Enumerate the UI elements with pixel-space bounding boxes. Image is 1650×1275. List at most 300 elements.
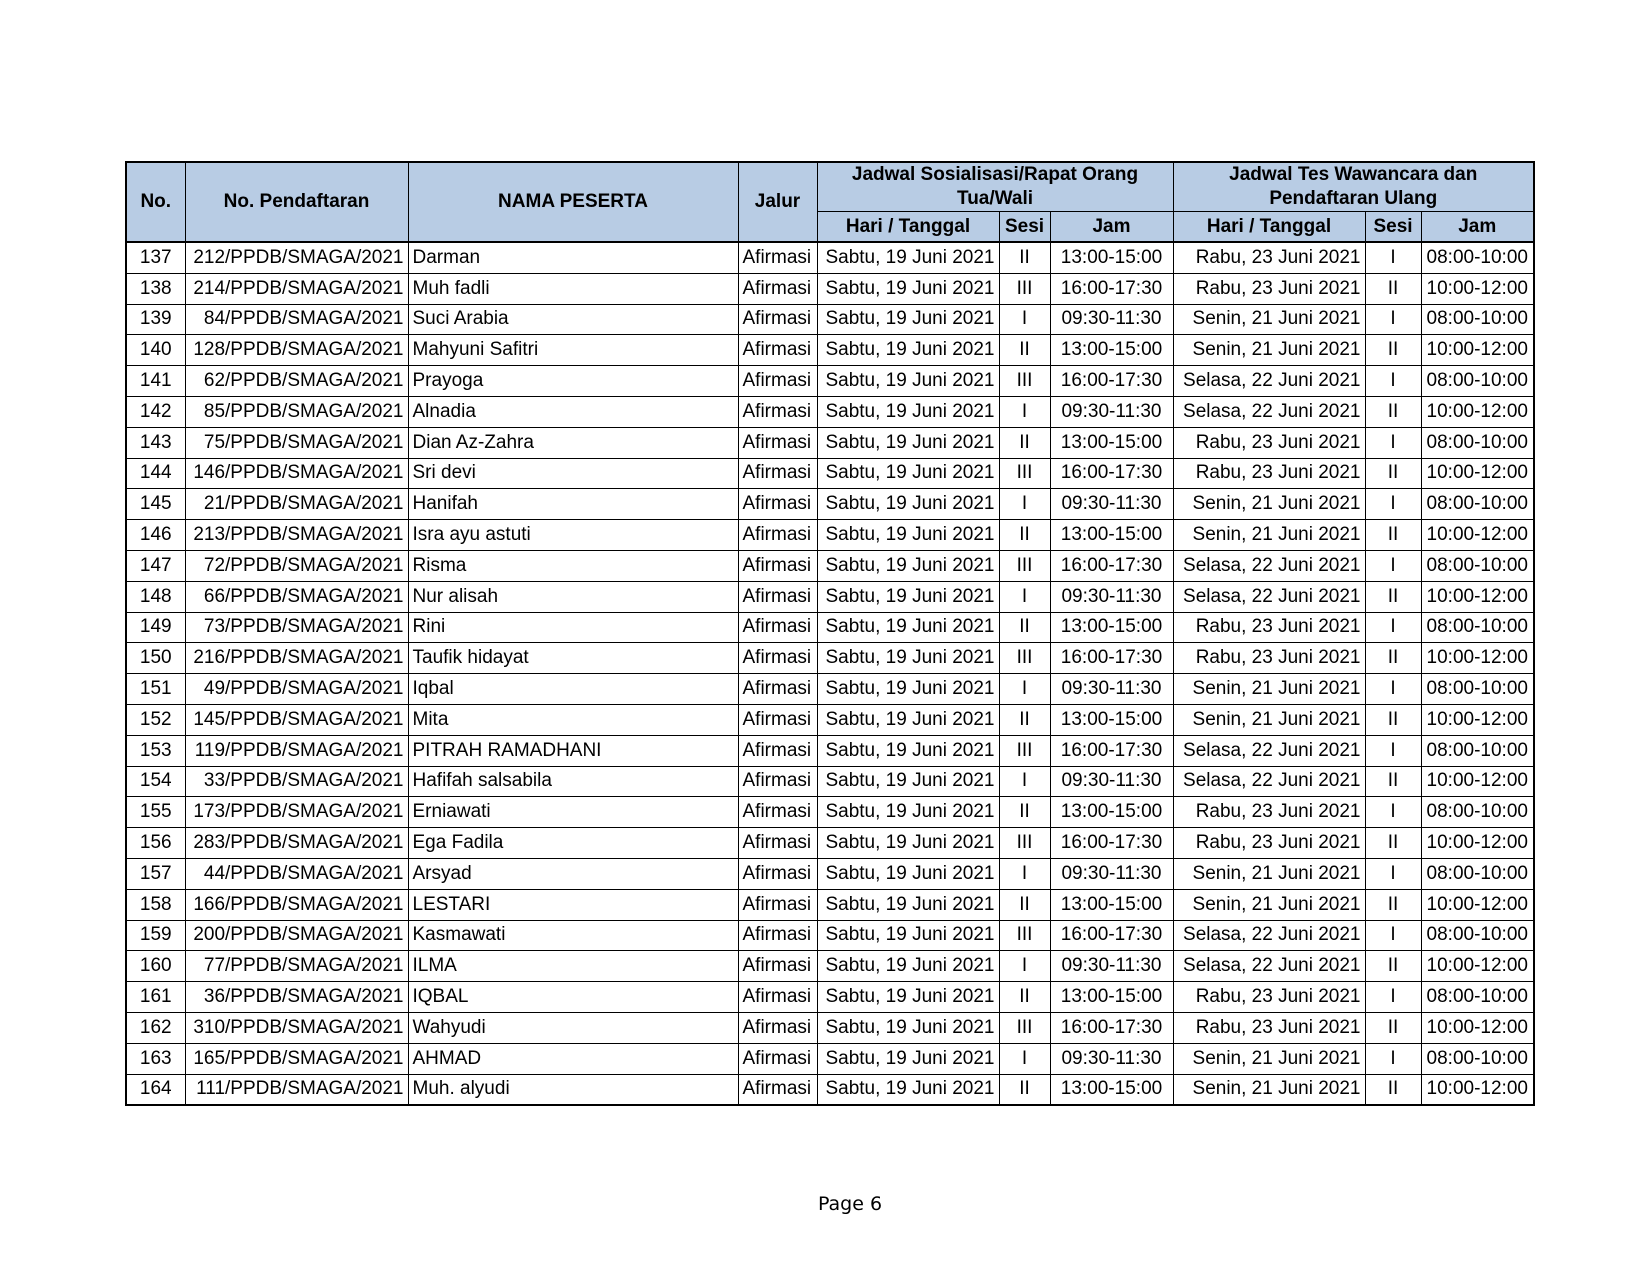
sosialisasi-time-cell: 16:00-17:30 bbox=[1050, 550, 1173, 581]
sosialisasi-date-cell: Sabtu, 19 Juni 2021 bbox=[817, 889, 999, 920]
sosialisasi-session-cell: II bbox=[999, 612, 1050, 643]
sosialisasi-date-cell: Sabtu, 19 Juni 2021 bbox=[817, 581, 999, 612]
sosialisasi-date-cell: Sabtu, 19 Juni 2021 bbox=[817, 1043, 999, 1074]
admission-track-cell: Afirmasi bbox=[738, 520, 817, 551]
table-row bbox=[126, 1074, 1534, 1105]
sosialisasi-session-cell: II bbox=[999, 520, 1050, 551]
participant-name-cell: Taufik hidayat bbox=[408, 643, 738, 674]
interview-time-cell: 10:00-12:00 bbox=[1421, 828, 1534, 859]
registration-number-cell: 216/PPDB/SMAGA/2021 bbox=[185, 643, 408, 674]
registration-number-cell: 212/PPDB/SMAGA/2021 bbox=[185, 242, 408, 273]
sosialisasi-time-cell: 16:00-17:30 bbox=[1050, 273, 1173, 304]
sosialisasi-time-cell: 09:30-11:30 bbox=[1050, 581, 1173, 612]
sosialisasi-time-cell: 09:30-11:30 bbox=[1050, 1043, 1173, 1074]
row-number-cell: 158 bbox=[126, 889, 185, 920]
row-number-cell: 153 bbox=[126, 735, 185, 766]
sosialisasi-time-cell: 13:00-15:00 bbox=[1050, 797, 1173, 828]
row-number-cell: 141 bbox=[126, 366, 185, 397]
table-row bbox=[126, 335, 1534, 366]
interview-time-cell: 08:00-10:00 bbox=[1421, 735, 1534, 766]
sosialisasi-time-cell: 13:00-15:00 bbox=[1050, 242, 1173, 273]
table-row bbox=[126, 828, 1534, 859]
participant-name-cell: PITRAH RAMADHANI bbox=[408, 735, 738, 766]
interview-time-cell: 08:00-10:00 bbox=[1421, 797, 1534, 828]
sosialisasi-date-cell: Sabtu, 19 Juni 2021 bbox=[817, 489, 999, 520]
header-jalur: Jalur bbox=[738, 162, 817, 242]
interview-session-cell: II bbox=[1365, 458, 1421, 489]
table-row bbox=[126, 951, 1534, 982]
table-row bbox=[126, 612, 1534, 643]
table-row bbox=[126, 920, 1534, 951]
table-row bbox=[126, 489, 1534, 520]
interview-session-cell: I bbox=[1365, 858, 1421, 889]
row-number-cell: 154 bbox=[126, 766, 185, 797]
interview-time-cell: 08:00-10:00 bbox=[1421, 550, 1534, 581]
sosialisasi-time-cell: 09:30-11:30 bbox=[1050, 766, 1173, 797]
interview-date-cell: Senin, 21 Juni 2021 bbox=[1173, 489, 1365, 520]
interview-date-cell: Selasa, 22 Juni 2021 bbox=[1173, 766, 1365, 797]
admission-track-cell: Afirmasi bbox=[738, 1043, 817, 1074]
participant-name-cell: AHMAD bbox=[408, 1043, 738, 1074]
sosialisasi-time-cell: 09:30-11:30 bbox=[1050, 858, 1173, 889]
sosialisasi-date-cell: Sabtu, 19 Juni 2021 bbox=[817, 427, 999, 458]
interview-date-cell: Senin, 21 Juni 2021 bbox=[1173, 858, 1365, 889]
row-number-cell: 149 bbox=[126, 612, 185, 643]
admission-track-cell: Afirmasi bbox=[738, 489, 817, 520]
sosialisasi-session-cell: I bbox=[999, 951, 1050, 982]
sosialisasi-session-cell: II bbox=[999, 704, 1050, 735]
registration-number-cell: 166/PPDB/SMAGA/2021 bbox=[185, 889, 408, 920]
sosialisasi-session-cell: I bbox=[999, 1043, 1050, 1074]
registration-number-cell: 49/PPDB/SMAGA/2021 bbox=[185, 674, 408, 705]
interview-session-cell: I bbox=[1365, 982, 1421, 1013]
interview-session-cell: I bbox=[1365, 674, 1421, 705]
table-row bbox=[126, 396, 1534, 427]
participant-name-cell: Iqbal bbox=[408, 674, 738, 705]
table-row bbox=[126, 273, 1534, 304]
table-row bbox=[126, 643, 1534, 674]
sosialisasi-session-cell: III bbox=[999, 828, 1050, 859]
interview-time-cell: 10:00-12:00 bbox=[1421, 889, 1534, 920]
participant-name-cell: Suci Arabia bbox=[408, 304, 738, 335]
sosialisasi-time-cell: 16:00-17:30 bbox=[1050, 643, 1173, 674]
interview-date-cell: Selasa, 22 Juni 2021 bbox=[1173, 396, 1365, 427]
header-tes-hari-tanggal: Hari / Tanggal bbox=[1173, 212, 1365, 243]
interview-date-cell: Senin, 21 Juni 2021 bbox=[1173, 1043, 1365, 1074]
participant-name-cell: Hanifah bbox=[408, 489, 738, 520]
sosialisasi-session-cell: II bbox=[999, 982, 1050, 1013]
row-number-cell: 146 bbox=[126, 520, 185, 551]
page-number: Page 6 bbox=[817, 1193, 883, 1215]
row-number-cell: 156 bbox=[126, 828, 185, 859]
registration-number-cell: 36/PPDB/SMAGA/2021 bbox=[185, 982, 408, 1013]
admission-track-cell: Afirmasi bbox=[738, 550, 817, 581]
interview-session-cell: I bbox=[1365, 735, 1421, 766]
admission-track-cell: Afirmasi bbox=[738, 704, 817, 735]
sosialisasi-time-cell: 13:00-15:00 bbox=[1050, 520, 1173, 551]
registration-number-cell: 213/PPDB/SMAGA/2021 bbox=[185, 520, 408, 551]
admission-track-cell: Afirmasi bbox=[738, 427, 817, 458]
sosialisasi-date-cell: Sabtu, 19 Juni 2021 bbox=[817, 396, 999, 427]
interview-time-cell: 08:00-10:00 bbox=[1421, 427, 1534, 458]
table-row bbox=[126, 704, 1534, 735]
sosialisasi-session-cell: II bbox=[999, 1074, 1050, 1105]
table-row bbox=[126, 520, 1534, 551]
registration-number-cell: 85/PPDB/SMAGA/2021 bbox=[185, 396, 408, 427]
interview-session-cell: II bbox=[1365, 273, 1421, 304]
row-number-cell: 157 bbox=[126, 858, 185, 889]
interview-session-cell: II bbox=[1365, 889, 1421, 920]
registration-number-cell: 146/PPDB/SMAGA/2021 bbox=[185, 458, 408, 489]
row-number-cell: 143 bbox=[126, 427, 185, 458]
interview-date-cell: Selasa, 22 Juni 2021 bbox=[1173, 550, 1365, 581]
participant-name-cell: Mita bbox=[408, 704, 738, 735]
interview-session-cell: II bbox=[1365, 520, 1421, 551]
row-number-cell: 155 bbox=[126, 797, 185, 828]
row-number-cell: 151 bbox=[126, 674, 185, 705]
interview-date-cell: Senin, 21 Juni 2021 bbox=[1173, 704, 1365, 735]
sosialisasi-time-cell: 09:30-11:30 bbox=[1050, 489, 1173, 520]
sosialisasi-time-cell: 16:00-17:30 bbox=[1050, 828, 1173, 859]
interview-date-cell: Senin, 21 Juni 2021 bbox=[1173, 1074, 1365, 1105]
row-number-cell: 163 bbox=[126, 1043, 185, 1074]
interview-session-cell: II bbox=[1365, 1012, 1421, 1043]
table-row bbox=[126, 674, 1534, 705]
participant-name-cell: Muh fadli bbox=[408, 273, 738, 304]
registration-number-cell: 84/PPDB/SMAGA/2021 bbox=[185, 304, 408, 335]
header-no: No. bbox=[126, 162, 185, 242]
row-number-cell: 161 bbox=[126, 982, 185, 1013]
row-number-cell: 142 bbox=[126, 396, 185, 427]
sosialisasi-session-cell: I bbox=[999, 489, 1050, 520]
table-row bbox=[126, 982, 1534, 1013]
sosialisasi-session-cell: II bbox=[999, 427, 1050, 458]
sosialisasi-time-cell: 16:00-17:30 bbox=[1050, 1012, 1173, 1043]
interview-date-cell: Selasa, 22 Juni 2021 bbox=[1173, 735, 1365, 766]
registration-number-cell: 62/PPDB/SMAGA/2021 bbox=[185, 366, 408, 397]
interview-time-cell: 08:00-10:00 bbox=[1421, 366, 1534, 397]
participant-name-cell: Nur alisah bbox=[408, 581, 738, 612]
registration-number-cell: 73/PPDB/SMAGA/2021 bbox=[185, 612, 408, 643]
interview-session-cell: II bbox=[1365, 1074, 1421, 1105]
interview-time-cell: 10:00-12:00 bbox=[1421, 581, 1534, 612]
interview-session-cell: II bbox=[1365, 766, 1421, 797]
header-sos-hari-tanggal: Hari / Tanggal bbox=[817, 212, 999, 243]
admission-track-cell: Afirmasi bbox=[738, 920, 817, 951]
sosialisasi-date-cell: Sabtu, 19 Juni 2021 bbox=[817, 643, 999, 674]
row-number-cell: 159 bbox=[126, 920, 185, 951]
interview-session-cell: I bbox=[1365, 1043, 1421, 1074]
registration-number-cell: 173/PPDB/SMAGA/2021 bbox=[185, 797, 408, 828]
interview-time-cell: 08:00-10:00 bbox=[1421, 674, 1534, 705]
interview-date-cell: Senin, 21 Juni 2021 bbox=[1173, 674, 1365, 705]
sosialisasi-date-cell: Sabtu, 19 Juni 2021 bbox=[817, 982, 999, 1013]
row-number-cell: 147 bbox=[126, 550, 185, 581]
sosialisasi-date-cell: Sabtu, 19 Juni 2021 bbox=[817, 920, 999, 951]
sosialisasi-date-cell: Sabtu, 19 Juni 2021 bbox=[817, 828, 999, 859]
interview-session-cell: II bbox=[1365, 581, 1421, 612]
interview-date-cell: Rabu, 23 Juni 2021 bbox=[1173, 427, 1365, 458]
table-row bbox=[126, 458, 1534, 489]
admission-track-cell: Afirmasi bbox=[738, 951, 817, 982]
interview-time-cell: 08:00-10:00 bbox=[1421, 612, 1534, 643]
sosialisasi-date-cell: Sabtu, 19 Juni 2021 bbox=[817, 366, 999, 397]
header-no-pendaftaran: No. Pendaftaran bbox=[185, 162, 408, 242]
sosialisasi-date-cell: Sabtu, 19 Juni 2021 bbox=[817, 704, 999, 735]
header-tes-sesi: Sesi bbox=[1365, 212, 1421, 243]
interview-session-cell: I bbox=[1365, 427, 1421, 458]
sosialisasi-time-cell: 16:00-17:30 bbox=[1050, 920, 1173, 951]
row-number-cell: 164 bbox=[126, 1074, 185, 1105]
row-number-cell: 145 bbox=[126, 489, 185, 520]
sosialisasi-time-cell: 09:30-11:30 bbox=[1050, 396, 1173, 427]
sosialisasi-date-cell: Sabtu, 19 Juni 2021 bbox=[817, 858, 999, 889]
admission-track-cell: Afirmasi bbox=[738, 612, 817, 643]
registration-number-cell: 165/PPDB/SMAGA/2021 bbox=[185, 1043, 408, 1074]
sosialisasi-time-cell: 13:00-15:00 bbox=[1050, 612, 1173, 643]
admission-track-cell: Afirmasi bbox=[738, 581, 817, 612]
sosialisasi-date-cell: Sabtu, 19 Juni 2021 bbox=[817, 304, 999, 335]
interview-session-cell: II bbox=[1365, 396, 1421, 427]
interview-time-cell: 10:00-12:00 bbox=[1421, 643, 1534, 674]
interview-time-cell: 10:00-12:00 bbox=[1421, 1074, 1534, 1105]
registration-number-cell: 200/PPDB/SMAGA/2021 bbox=[185, 920, 408, 951]
interview-time-cell: 08:00-10:00 bbox=[1421, 304, 1534, 335]
registration-number-cell: 21/PPDB/SMAGA/2021 bbox=[185, 489, 408, 520]
sosialisasi-date-cell: Sabtu, 19 Juni 2021 bbox=[817, 951, 999, 982]
participant-name-cell: Risma bbox=[408, 550, 738, 581]
interview-date-cell: Selasa, 22 Juni 2021 bbox=[1173, 581, 1365, 612]
table-row bbox=[126, 797, 1534, 828]
sosialisasi-date-cell: Sabtu, 19 Juni 2021 bbox=[817, 612, 999, 643]
schedule-table bbox=[125, 161, 1535, 1106]
interview-session-cell: I bbox=[1365, 550, 1421, 581]
sosialisasi-time-cell: 13:00-15:00 bbox=[1050, 1074, 1173, 1105]
row-number-cell: 150 bbox=[126, 643, 185, 674]
header-sos-sesi: Sesi bbox=[999, 212, 1050, 243]
sosialisasi-time-cell: 13:00-15:00 bbox=[1050, 982, 1173, 1013]
interview-time-cell: 08:00-10:00 bbox=[1421, 242, 1534, 273]
interview-date-cell: Rabu, 23 Juni 2021 bbox=[1173, 612, 1365, 643]
sosialisasi-session-cell: III bbox=[999, 458, 1050, 489]
admission-track-cell: Afirmasi bbox=[738, 797, 817, 828]
participant-name-cell: Sri devi bbox=[408, 458, 738, 489]
registration-number-cell: 72/PPDB/SMAGA/2021 bbox=[185, 550, 408, 581]
sosialisasi-session-cell: II bbox=[999, 797, 1050, 828]
interview-time-cell: 10:00-12:00 bbox=[1421, 520, 1534, 551]
participant-name-cell: Mahyuni Safitri bbox=[408, 335, 738, 366]
sosialisasi-session-cell: III bbox=[999, 735, 1050, 766]
table-row bbox=[126, 766, 1534, 797]
sosialisasi-time-cell: 09:30-11:30 bbox=[1050, 674, 1173, 705]
header-group-sosialisasi: Jadwal Sosialisasi/Rapat Orang Tua/Wali bbox=[817, 162, 1173, 212]
admission-track-cell: Afirmasi bbox=[738, 766, 817, 797]
registration-number-cell: 33/PPDB/SMAGA/2021 bbox=[185, 766, 408, 797]
registration-number-cell: 145/PPDB/SMAGA/2021 bbox=[185, 704, 408, 735]
sosialisasi-session-cell: I bbox=[999, 396, 1050, 427]
row-number-cell: 162 bbox=[126, 1012, 185, 1043]
sosialisasi-time-cell: 16:00-17:30 bbox=[1050, 735, 1173, 766]
table-header bbox=[126, 162, 1534, 242]
interview-time-cell: 10:00-12:00 bbox=[1421, 273, 1534, 304]
interview-session-cell: II bbox=[1365, 828, 1421, 859]
registration-number-cell: 75/PPDB/SMAGA/2021 bbox=[185, 427, 408, 458]
table-row bbox=[126, 366, 1534, 397]
registration-number-cell: 214/PPDB/SMAGA/2021 bbox=[185, 273, 408, 304]
sosialisasi-session-cell: I bbox=[999, 304, 1050, 335]
header-nama-peserta: NAMA PESERTA bbox=[408, 162, 738, 242]
participant-name-cell: Prayoga bbox=[408, 366, 738, 397]
sosialisasi-session-cell: III bbox=[999, 273, 1050, 304]
sosialisasi-time-cell: 16:00-17:30 bbox=[1050, 366, 1173, 397]
interview-date-cell: Senin, 21 Juni 2021 bbox=[1173, 889, 1365, 920]
interview-date-cell: Rabu, 23 Juni 2021 bbox=[1173, 828, 1365, 859]
row-number-cell: 148 bbox=[126, 581, 185, 612]
interview-session-cell: I bbox=[1365, 366, 1421, 397]
registration-number-cell: 310/PPDB/SMAGA/2021 bbox=[185, 1012, 408, 1043]
sosialisasi-date-cell: Sabtu, 19 Juni 2021 bbox=[817, 797, 999, 828]
sosialisasi-date-cell: Sabtu, 19 Juni 2021 bbox=[817, 520, 999, 551]
interview-date-cell: Rabu, 23 Juni 2021 bbox=[1173, 242, 1365, 273]
interview-session-cell: I bbox=[1365, 242, 1421, 273]
sosialisasi-date-cell: Sabtu, 19 Juni 2021 bbox=[817, 735, 999, 766]
registration-number-cell: 128/PPDB/SMAGA/2021 bbox=[185, 335, 408, 366]
participant-name-cell: IQBAL bbox=[408, 982, 738, 1013]
interview-session-cell: II bbox=[1365, 335, 1421, 366]
participant-name-cell: Wahyudi bbox=[408, 1012, 738, 1043]
interview-time-cell: 10:00-12:00 bbox=[1421, 1012, 1534, 1043]
registration-number-cell: 283/PPDB/SMAGA/2021 bbox=[185, 828, 408, 859]
sosialisasi-session-cell: I bbox=[999, 766, 1050, 797]
sosialisasi-date-cell: Sabtu, 19 Juni 2021 bbox=[817, 242, 999, 273]
interview-date-cell: Senin, 21 Juni 2021 bbox=[1173, 304, 1365, 335]
sosialisasi-date-cell: Sabtu, 19 Juni 2021 bbox=[817, 273, 999, 304]
admission-track-cell: Afirmasi bbox=[738, 735, 817, 766]
sosialisasi-time-cell: 16:00-17:30 bbox=[1050, 458, 1173, 489]
admission-track-cell: Afirmasi bbox=[738, 458, 817, 489]
table-row bbox=[126, 242, 1534, 273]
interview-date-cell: Rabu, 23 Juni 2021 bbox=[1173, 797, 1365, 828]
interview-date-cell: Rabu, 23 Juni 2021 bbox=[1173, 458, 1365, 489]
admission-track-cell: Afirmasi bbox=[738, 366, 817, 397]
row-number-cell: 140 bbox=[126, 335, 185, 366]
sosialisasi-time-cell: 13:00-15:00 bbox=[1050, 889, 1173, 920]
interview-time-cell: 08:00-10:00 bbox=[1421, 920, 1534, 951]
sosialisasi-date-cell: Sabtu, 19 Juni 2021 bbox=[817, 1074, 999, 1105]
table-row bbox=[126, 304, 1534, 335]
sosialisasi-session-cell: I bbox=[999, 858, 1050, 889]
registration-number-cell: 111/PPDB/SMAGA/2021 bbox=[185, 1074, 408, 1105]
participant-name-cell: Ega Fadila bbox=[408, 828, 738, 859]
interview-session-cell: I bbox=[1365, 797, 1421, 828]
row-number-cell: 137 bbox=[126, 242, 185, 273]
sosialisasi-date-cell: Sabtu, 19 Juni 2021 bbox=[817, 766, 999, 797]
table-row bbox=[126, 550, 1534, 581]
interview-session-cell: II bbox=[1365, 704, 1421, 735]
sosialisasi-session-cell: III bbox=[999, 550, 1050, 581]
interview-date-cell: Rabu, 23 Juni 2021 bbox=[1173, 643, 1365, 674]
participant-name-cell: Isra ayu astuti bbox=[408, 520, 738, 551]
interview-time-cell: 10:00-12:00 bbox=[1421, 951, 1534, 982]
admission-track-cell: Afirmasi bbox=[738, 242, 817, 273]
header-tes-jam: Jam bbox=[1421, 212, 1534, 243]
interview-date-cell: Senin, 21 Juni 2021 bbox=[1173, 335, 1365, 366]
header-sos-jam: Jam bbox=[1050, 212, 1173, 243]
admission-track-cell: Afirmasi bbox=[738, 396, 817, 427]
interview-time-cell: 08:00-10:00 bbox=[1421, 1043, 1534, 1074]
table-row bbox=[126, 858, 1534, 889]
participant-name-cell: Alnadia bbox=[408, 396, 738, 427]
admission-track-cell: Afirmasi bbox=[738, 1012, 817, 1043]
sosialisasi-time-cell: 09:30-11:30 bbox=[1050, 304, 1173, 335]
sosialisasi-date-cell: Sabtu, 19 Juni 2021 bbox=[817, 335, 999, 366]
table-row bbox=[126, 427, 1534, 458]
sosialisasi-session-cell: II bbox=[999, 889, 1050, 920]
table-body bbox=[126, 242, 1534, 1105]
table-row bbox=[126, 889, 1534, 920]
sosialisasi-date-cell: Sabtu, 19 Juni 2021 bbox=[817, 458, 999, 489]
row-number-cell: 152 bbox=[126, 704, 185, 735]
row-number-cell: 144 bbox=[126, 458, 185, 489]
header-group-tes-wawancara: Jadwal Tes Wawancara dan Pendaftaran Ulang bbox=[1173, 162, 1534, 212]
interview-date-cell: Rabu, 23 Juni 2021 bbox=[1173, 1012, 1365, 1043]
participant-name-cell: Erniawati bbox=[408, 797, 738, 828]
registration-number-cell: 119/PPDB/SMAGA/2021 bbox=[185, 735, 408, 766]
interview-time-cell: 08:00-10:00 bbox=[1421, 489, 1534, 520]
interview-date-cell: Rabu, 23 Juni 2021 bbox=[1173, 273, 1365, 304]
participant-name-cell: Arsyad bbox=[408, 858, 738, 889]
admission-track-cell: Afirmasi bbox=[738, 858, 817, 889]
interview-time-cell: 10:00-12:00 bbox=[1421, 458, 1534, 489]
interview-time-cell: 10:00-12:00 bbox=[1421, 335, 1534, 366]
interview-session-cell: I bbox=[1365, 489, 1421, 520]
sosialisasi-session-cell: I bbox=[999, 674, 1050, 705]
sosialisasi-session-cell: III bbox=[999, 1012, 1050, 1043]
interview-session-cell: I bbox=[1365, 612, 1421, 643]
admission-track-cell: Afirmasi bbox=[738, 828, 817, 859]
admission-track-cell: Afirmasi bbox=[738, 335, 817, 366]
interview-date-cell: Senin, 21 Juni 2021 bbox=[1173, 520, 1365, 551]
admission-track-cell: Afirmasi bbox=[738, 304, 817, 335]
interview-time-cell: 10:00-12:00 bbox=[1421, 704, 1534, 735]
participant-name-cell: Darman bbox=[408, 242, 738, 273]
interview-session-cell: II bbox=[1365, 951, 1421, 982]
sosialisasi-time-cell: 09:30-11:30 bbox=[1050, 951, 1173, 982]
participant-name-cell: ILMA bbox=[408, 951, 738, 982]
participant-name-cell: Dian Az-Zahra bbox=[408, 427, 738, 458]
sosialisasi-session-cell: III bbox=[999, 643, 1050, 674]
table-row bbox=[126, 1012, 1534, 1043]
interview-date-cell: Selasa, 22 Juni 2021 bbox=[1173, 366, 1365, 397]
table-row bbox=[126, 1043, 1534, 1074]
interview-session-cell: II bbox=[1365, 643, 1421, 674]
admission-track-cell: Afirmasi bbox=[738, 273, 817, 304]
registration-number-cell: 77/PPDB/SMAGA/2021 bbox=[185, 951, 408, 982]
participant-name-cell: LESTARI bbox=[408, 889, 738, 920]
participant-name-cell: Rini bbox=[408, 612, 738, 643]
participant-name-cell: Hafifah salsabila bbox=[408, 766, 738, 797]
admission-track-cell: Afirmasi bbox=[738, 889, 817, 920]
row-number-cell: 160 bbox=[126, 951, 185, 982]
admission-track-cell: Afirmasi bbox=[738, 643, 817, 674]
admission-track-cell: Afirmasi bbox=[738, 1074, 817, 1105]
interview-session-cell: I bbox=[1365, 920, 1421, 951]
row-number-cell: 138 bbox=[126, 273, 185, 304]
registration-number-cell: 66/PPDB/SMAGA/2021 bbox=[185, 581, 408, 612]
admission-track-cell: Afirmasi bbox=[738, 674, 817, 705]
interview-time-cell: 08:00-10:00 bbox=[1421, 858, 1534, 889]
sosialisasi-time-cell: 13:00-15:00 bbox=[1050, 427, 1173, 458]
